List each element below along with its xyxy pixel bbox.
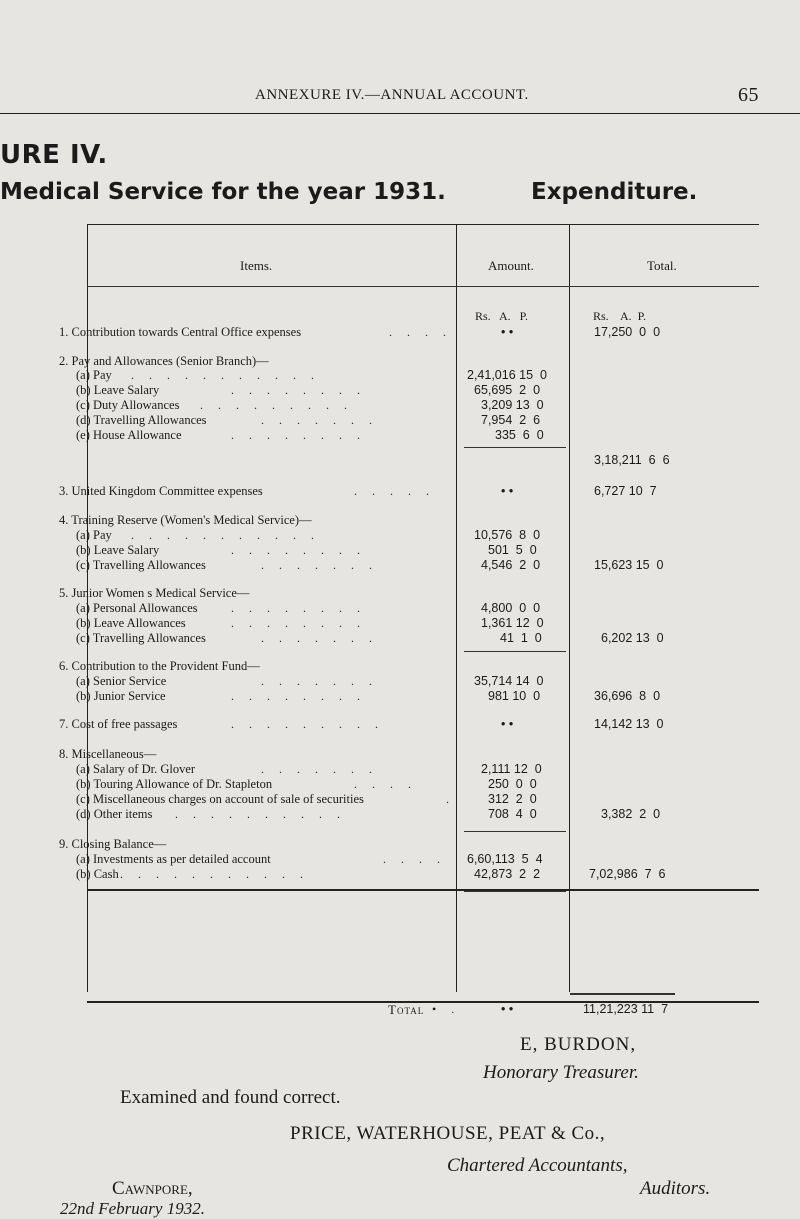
column-header-items: Items. <box>240 258 273 273</box>
amount-cell: 250 0 0 <box>488 777 537 791</box>
row-label: (c) Duty Allowances <box>76 398 180 412</box>
amount-units: Rs. A. P. <box>475 309 529 323</box>
items-amount-divider <box>456 224 457 890</box>
total-divider-lower <box>569 884 570 992</box>
amount-cell: 6,60,113 5 4 <box>467 852 543 866</box>
amount-cell: 2,111 12 0 <box>481 762 542 776</box>
page-number: 65 <box>738 84 759 106</box>
leader-dots: . . . . . . . . <box>231 383 366 397</box>
row-label: 9. Closing Balance— <box>59 837 167 851</box>
examined-note: Examined and found correct. <box>120 1087 341 1108</box>
leader-dots: . . . . . . . <box>261 762 378 776</box>
auditors-label: Auditors. <box>640 1178 711 1199</box>
row-label: (a) Senior Service <box>76 674 167 688</box>
auditor-firm-role: Chartered Accountants, <box>447 1155 628 1176</box>
row-label: (c) Travelling Allowances <box>76 631 206 645</box>
annexure-heading: URE IV. <box>0 140 108 170</box>
total-cell: 14,142 13 0 <box>594 717 664 731</box>
amount-cell: 2,41,016 15 0 <box>467 368 547 382</box>
row-label: 7. Cost of free passages <box>59 717 178 731</box>
total-cell: 6,727 10 7 <box>594 484 657 498</box>
subtotal-rule <box>464 891 566 892</box>
total-cell: 6,202 13 0 <box>601 631 664 645</box>
amount-cell: 3,209 13 0 <box>481 398 544 412</box>
row-label: (a) Salary of Dr. Glover <box>76 762 196 776</box>
header-rule <box>0 113 800 114</box>
row-label: (b) Junior Service <box>76 689 166 703</box>
amount-cell: 1,361 12 0 <box>481 616 544 630</box>
leader-dots: . . . . . . . . . <box>200 398 353 412</box>
leader-dots: . . . . . . . . . . . <box>131 368 320 382</box>
leader-dots: . . . . . . . . <box>231 428 366 442</box>
leader-dots: . . . . . . . <box>261 413 378 427</box>
amount-cell: 4,800 0 0 <box>481 601 541 615</box>
subtotal-rule <box>464 831 566 832</box>
total-cell: 7,02,986 7 6 <box>589 867 666 881</box>
statement-title: Medical Service for the year 1931. <box>0 179 446 205</box>
table-top-rule <box>87 224 759 225</box>
treasurer-name: E, BURDON, <box>520 1034 637 1055</box>
amount-cell: 312 2 0 <box>488 792 537 806</box>
leader-dots: . . . . . . . . . . . <box>120 867 309 881</box>
leader-dots: . . . . . . . . <box>231 616 366 630</box>
amount-cell: 41 1 0 <box>500 631 542 645</box>
row-label: (a) Personal Allowances <box>76 601 198 615</box>
total-amount-cell: • • <box>501 1002 514 1016</box>
row-label: (e) House Allowance <box>76 428 182 442</box>
leader-dots: . . . . . . . . . . <box>175 807 346 821</box>
row-label: (b) Leave Allowances <box>76 616 186 630</box>
row-label: 5. Junior Women s Medical Service— <box>59 586 250 600</box>
leader-dots: . . . . . . . . <box>231 601 366 615</box>
amount-cell: 35,714 14 0 <box>474 674 544 688</box>
grand-total-rule <box>570 993 675 995</box>
total-units: Rs. A. P. <box>593 309 647 323</box>
amount-total-divider <box>569 224 570 890</box>
total-cell: 3,18,211 6 6 <box>594 453 670 467</box>
column-header-total: Total. <box>647 258 677 273</box>
subtotal-rule <box>464 447 566 448</box>
column-header-amount: Amount. <box>488 258 534 273</box>
amount-cell: 7,954 2 6 <box>481 413 541 427</box>
header-bottom-rule <box>87 286 759 287</box>
leader-dots: . . . . . . . . <box>231 543 366 557</box>
amount-cell: 501 5 0 <box>488 543 537 557</box>
leader-dots: . . . . . . . . <box>231 689 366 703</box>
row-label: (b) Leave Salary <box>76 383 160 397</box>
leader-dots: . . . . . . . <box>261 674 378 688</box>
row-label: 6. Contribution to the Provident Fund— <box>59 659 260 673</box>
row-label: (a) Pay <box>76 368 112 382</box>
row-label: (d) Travelling Allowances <box>76 413 207 427</box>
row-label: 1. Contribution towards Central Office expenses <box>59 325 302 339</box>
total-cell: 3,382 2 0 <box>601 807 661 821</box>
total-cell: 17,250 0 0 <box>594 325 661 339</box>
row-label: (c) Travelling Allowances <box>76 558 206 572</box>
row-label: (b) Touring Allowance of Dr. Stapleton <box>76 777 273 791</box>
auditor-firm: PRICE, WATERHOUSE, PEAT & Co., <box>290 1123 606 1144</box>
row-label: 3. United Kingdom Committee expenses <box>59 484 263 498</box>
row-label: 4. Training Reserve (Women's Medical Service)— <box>59 513 312 527</box>
row-label: (b) Cash <box>76 867 119 881</box>
amount-cell: 981 10 0 <box>488 689 541 703</box>
running-title: ANNEXURE IV.—ANNUAL ACCOUNT. <box>255 87 529 103</box>
amount-cell: 708 4 0 <box>488 807 537 821</box>
row-label: 8. Miscellaneous— <box>59 747 157 761</box>
leader-dots: . . . . . <box>354 484 435 498</box>
total-cell: 15,623 15 0 <box>594 558 664 572</box>
total-label: Total <box>388 1002 425 1017</box>
treasurer-role: Honorary Treasurer. <box>483 1062 639 1083</box>
left-rule-lower <box>87 884 88 992</box>
leader-dots: . . . . <box>389 325 452 339</box>
row-label: (b) Leave Salary <box>76 543 160 557</box>
row-label: (c) Miscellaneous charges on account of sale of securities <box>76 792 364 806</box>
amount-cell: 65,695 2 0 <box>474 383 541 397</box>
amount-divider-lower <box>456 884 457 992</box>
leader-dots: . . . . . . . . . . . <box>131 528 320 542</box>
leader-dots: . . . . . . . . . <box>231 717 384 731</box>
amount-cell: 335 6 0 <box>495 428 544 442</box>
place: Cawnpore, <box>112 1178 193 1199</box>
amount-cell: • • <box>501 325 514 339</box>
leader-dots: . . . . <box>383 852 446 866</box>
amount-cell: 4,546 2 0 <box>481 558 541 572</box>
amount-cell: 10,576 8 0 <box>474 528 541 542</box>
leader-dots: . . . . <box>354 777 417 791</box>
leader-dots: . . . . . . . <box>261 558 378 572</box>
amount-cell: 42,873 2 2 <box>474 867 541 881</box>
row-label: (a) Pay <box>76 528 112 542</box>
row-label: 2. Pay and Allowances (Senior Branch)— <box>59 354 269 368</box>
leader-dots: • . <box>432 1002 461 1016</box>
table-bottom-rule <box>87 889 759 891</box>
date: 22nd February 1932. <box>60 1199 205 1218</box>
leader-dots: . . . . . . . <box>261 631 378 645</box>
leader-dots: . <box>446 792 455 806</box>
total-cell: 36,696 8 0 <box>594 689 661 703</box>
row-label: (d) Other items <box>76 807 153 821</box>
grand-total-value: 11,21,223 11 7 <box>583 1002 669 1016</box>
row-label: (a) Investments as per detailed account <box>76 852 271 866</box>
amount-cell: • • <box>501 484 514 498</box>
amount-cell: • • <box>501 717 514 731</box>
expenditure-title: Expenditure. <box>531 179 698 205</box>
subtotal-rule <box>464 651 566 652</box>
